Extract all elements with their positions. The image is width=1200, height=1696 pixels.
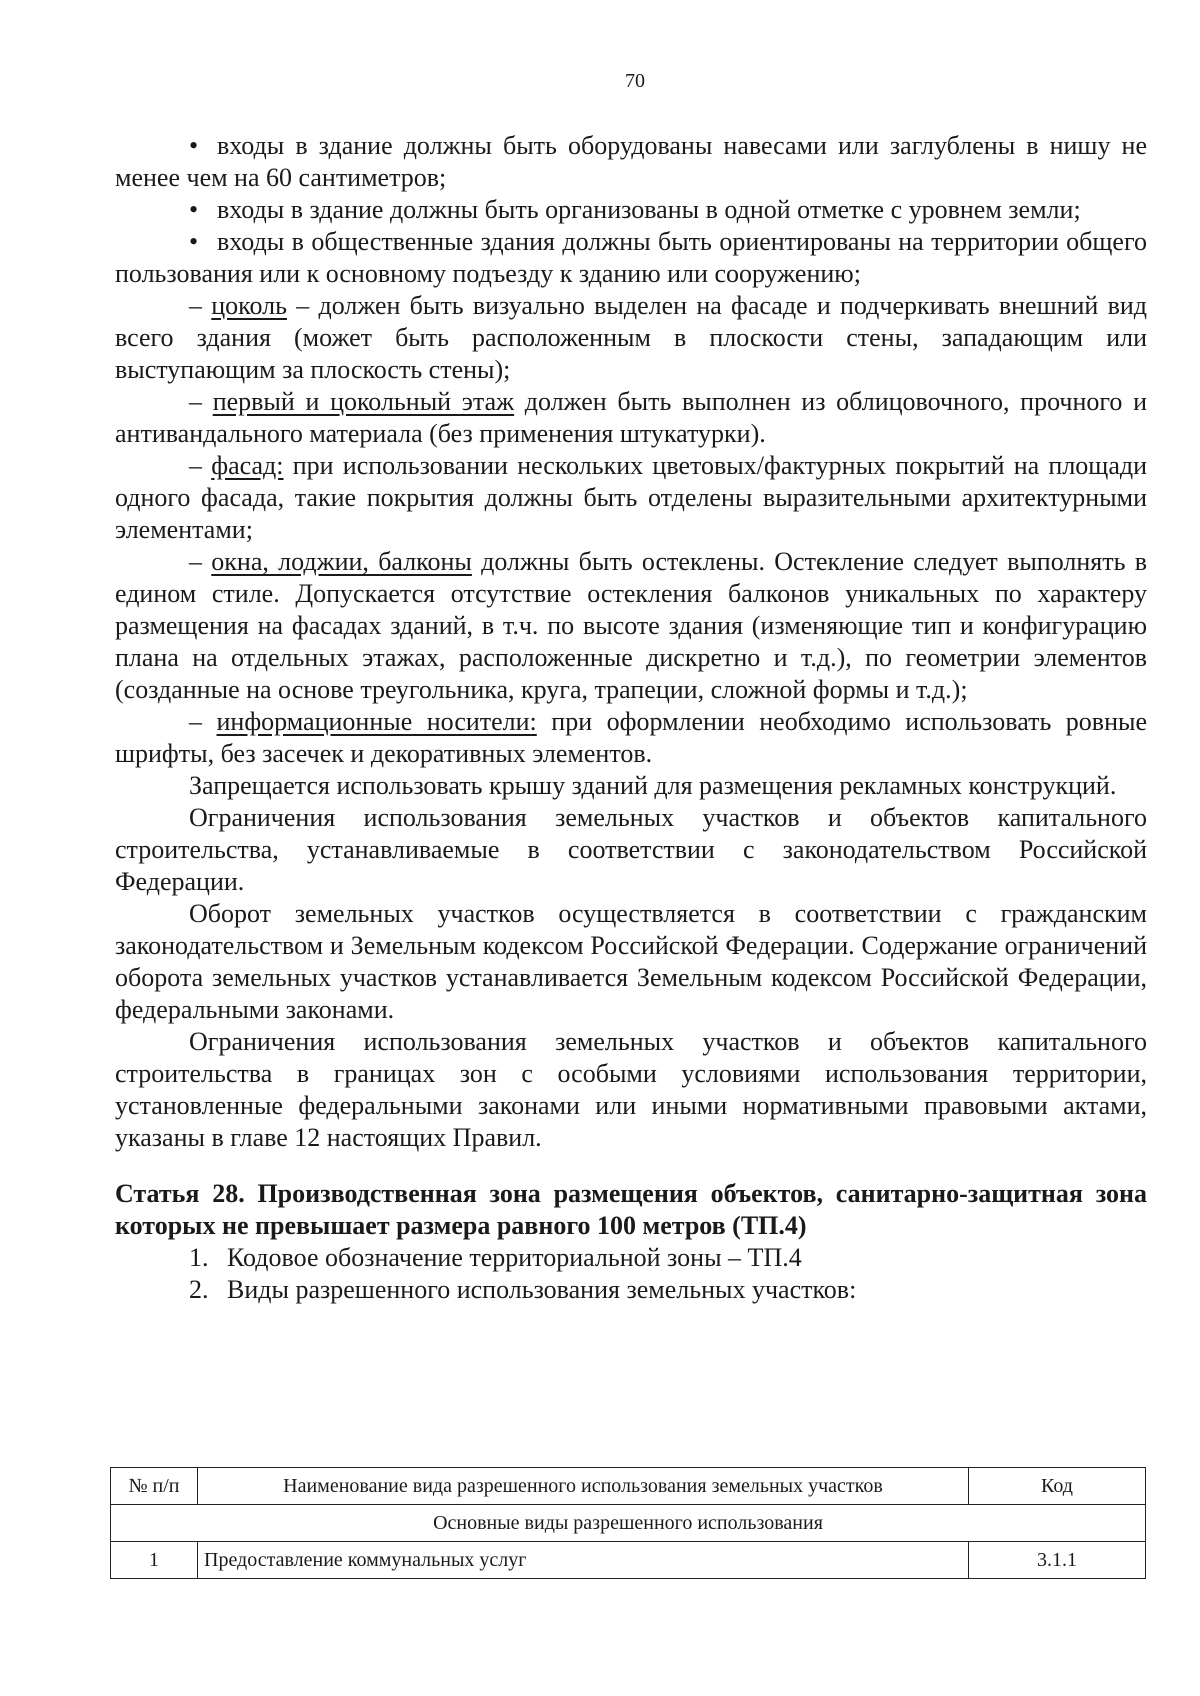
underlined-term: информационные носители: [216, 707, 537, 736]
paragraph-text: при оформлении необходимо использовать ровные шрифты, без засечек и декоративных элементов. [115, 707, 1147, 768]
paragraph-text: – должен быть визуально выделен на фасаде и подчеркивать внешний вид всего здания (может быть расположенным в плоскости стены, западающим или выступающим за плоскость стены); [115, 291, 1147, 384]
underlined-term: цоколь [211, 291, 287, 320]
dash-marker: – [189, 451, 212, 480]
underlined-term: первый и цокольный этаж [212, 387, 515, 416]
bullet-paragraph-1 [115, 130, 1147, 194]
section-title: Основные виды разрешенного использования [111, 1505, 1146, 1542]
land-use-table [110, 1467, 1146, 1579]
item-number: 2. [189, 1275, 209, 1304]
cell-num: 1 [111, 1542, 198, 1579]
table-row [111, 1542, 1146, 1579]
bullet-paragraph-3 [115, 226, 1147, 290]
dash-marker: – [189, 547, 212, 576]
article-heading: Статья 28. Производственная зона размещения объектов, санитарно-защитная зона которых не превышает размера равного 100 метров (ТП.4) [115, 1179, 1147, 1240]
header-name: Наименование вида разрешенного использования земельных участков [198, 1468, 969, 1505]
paragraph-special-zones: Ограничения использования земельных участков и объектов капитального строительства в границах зон с особыми условиями использования территории, установленные федеральными законами или иными нормативными правовыми актами, указаны в главе 12 настоящих Правил. [115, 1027, 1147, 1152]
paragraph-text: при использовании нескольких цветовых/фактурных покрытий на площади одного фасада, такие покрытия должны быть отделены выразительными архитектурными элементами; [115, 451, 1148, 544]
paragraph-restrictions: Ограничения использования земельных участков и объектов капитального строительства, устанавливаемые в соответствии с законодательством Российской Федерации. [115, 803, 1147, 896]
item-text: Виды разрешенного использования земельных участков: [227, 1275, 857, 1304]
numbered-item-2 [115, 1274, 1147, 1306]
table-header-row [111, 1468, 1146, 1505]
dash-marker: – [189, 707, 217, 736]
item-number: 1. [189, 1243, 209, 1272]
paragraph-text: входы в общественные здания должны быть ориентированы на территории общего пользования или к основному подъезду к зданию или сооружению; [115, 227, 1147, 288]
item-text: Кодовое обозначение территориальной зоны – ТП.4 [227, 1243, 802, 1272]
paragraph-text: должны быть остеклены. Остекление следует выполнять в едином стиле. Допускается отсутствие остекления балконов уникальных по характеру размещения на фасадах зданий, в т.ч. по высоте здания (изменяющие тип и конфигурацию плана на отдельных этажах, расположенные дискретно и т.д.), по геометрии элементов (созданные на основе треугольника, круга, трапеции, сложной формы и т.д.); [115, 547, 1148, 704]
paragraph-land-turnover: Оборот земельных участков осуществляется в соответствии с гражданским законодательством и Земельным кодексом Российской Федерации. Содержание ограничений оборота земельных участков устанавливается Земельным кодексом Российской Федерации, федеральными законами. [115, 899, 1147, 1024]
paragraph-text: должен быть выполнен из облицовочного, прочного и антивандального материала (без применения штукатурки). [115, 387, 1147, 448]
paragraph-text: входы в здание должны быть оборудованы навесами или заглублены в нишу не менее чем на 60 сантиметров; [115, 131, 1147, 192]
dash-paragraph-windows [115, 546, 1147, 706]
dash-paragraph-plinth [115, 290, 1147, 386]
underlined-term: окна, лоджии, балконы [211, 547, 472, 576]
cell-name: Предоставление коммунальных услуг [198, 1542, 969, 1579]
paragraph-text: входы в здание должны быть организованы в одной отметке с уровнем земли; [217, 195, 1081, 224]
bullet-paragraph-2 [115, 194, 1147, 226]
bullet-icon: • [189, 131, 199, 160]
underlined-term: фасад: [211, 451, 284, 480]
header-code: Код [969, 1468, 1146, 1505]
paragraph-roof-ban: Запрещается использовать крышу зданий для размещения рекламных конструкций. [189, 771, 1117, 800]
cell-code: 3.1.1 [969, 1542, 1146, 1579]
dash-marker: – [189, 387, 213, 416]
bullet-icon: • [189, 227, 199, 256]
dash-marker: – [189, 291, 212, 320]
table-section-row [111, 1505, 1146, 1542]
header-num: № п/п [111, 1468, 198, 1505]
dash-paragraph-ground-floor [115, 386, 1147, 450]
dash-paragraph-facade [115, 450, 1147, 546]
dash-paragraph-info-carriers [115, 706, 1147, 770]
bullet-icon: • [189, 195, 199, 224]
page-number: 70 [625, 70, 645, 92]
numbered-item-1 [115, 1242, 1147, 1274]
document-body [115, 130, 1147, 1306]
